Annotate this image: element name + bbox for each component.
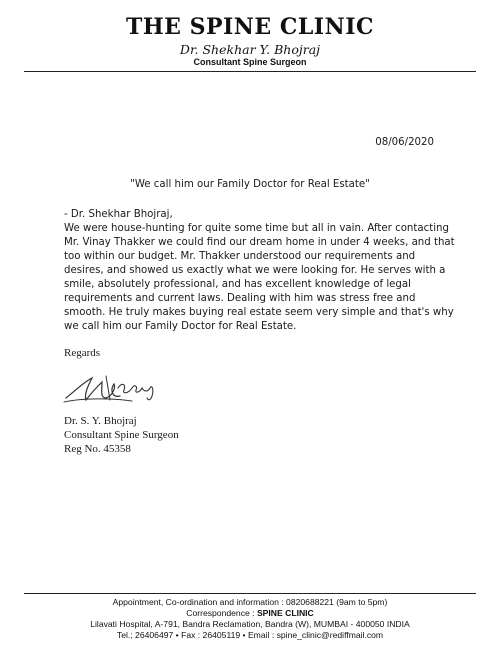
footer-correspondence-name: SPINE CLINIC	[256, 608, 314, 618]
footer-correspondence-label: Correspondence :	[186, 608, 257, 618]
body-line: smile, absolutely professional, and has excellent knowledge of legal	[64, 279, 411, 290]
body-line: requirements and current laws. Dealing with him was stress free and	[64, 293, 416, 304]
letter-closing: Regards	[64, 347, 101, 359]
letter-salutation: - Dr. Shekhar Bhojraj,	[64, 209, 173, 220]
body-line: desires, and showed us exactly what we were looking for. He serves with a	[64, 265, 446, 276]
body-line: We were house-hunting for quite some time but all in vain. After contacting	[64, 223, 449, 234]
signoff-block	[64, 414, 179, 456]
body-line: we call him our Family Doctor for Real Estate.	[64, 321, 297, 332]
signer-title: Consultant Spine Surgeon	[64, 429, 179, 441]
footer-address: Lilavati Hospital, A-791, Bandra Reclamation, Bandra (W), MUMBAI - 400050 INDIA	[90, 619, 410, 629]
registration-number: Reg No. 45358	[64, 443, 131, 455]
signer-name: Dr. S. Y. Bhojraj	[64, 415, 137, 427]
body-line: too within our budget. Mr. Thakker understood our requirements and	[64, 251, 416, 262]
letter-body	[64, 222, 464, 334]
footer	[0, 597, 500, 641]
footer-appointment: Appointment, Co-ordination and information : 0820688221 (9am to 5pm)	[112, 597, 388, 607]
body-line: Mr. Vinay Thakker we could find our dream home in under 4 weeks, and that	[64, 237, 455, 248]
clinic-name: THE SPINE CLINIC	[125, 14, 375, 40]
body-line: smooth. He truly makes buying real estate seem very simple and that's why	[64, 307, 454, 318]
handwritten-signature	[62, 368, 172, 410]
header-divider	[24, 71, 476, 72]
footer-divider	[24, 593, 476, 594]
doctor-designation: Consultant Spine Surgeon	[193, 57, 307, 67]
footer-contact: Tel.; 26406497 • Fax : 26405119 • Email : spine_clinic@rediffmail.com	[116, 630, 384, 640]
letterhead	[0, 14, 500, 68]
footer-correspondence	[0, 608, 500, 619]
doctor-name: Dr. Shekhar Y. Bhojraj	[179, 42, 321, 57]
letter-date: 08/06/2020	[375, 137, 434, 148]
letter-subject: "We call him our Family Doctor for Real Estate"	[130, 179, 370, 190]
